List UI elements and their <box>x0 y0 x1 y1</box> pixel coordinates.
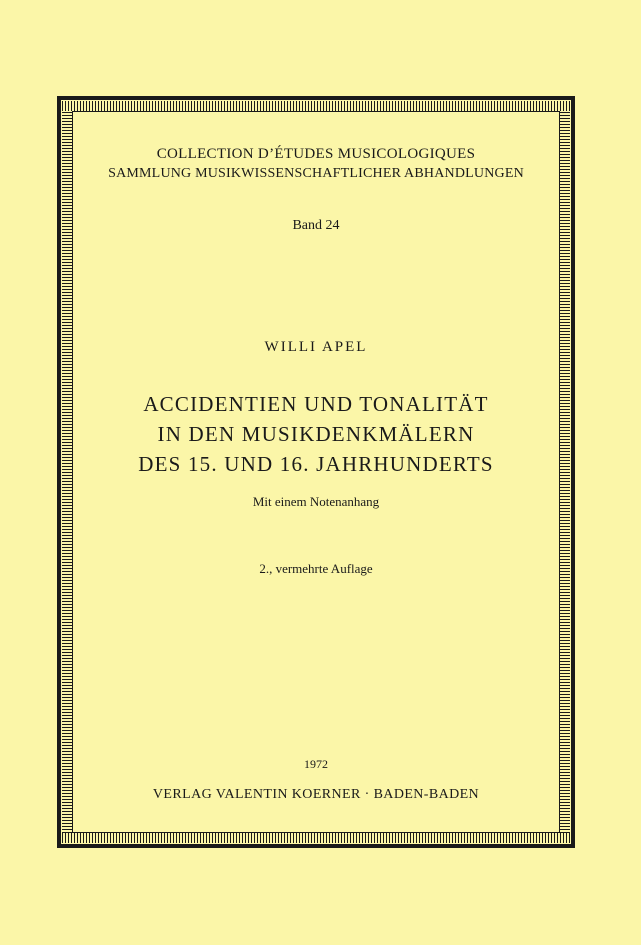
book-title-line-3: DES 15. UND 16. JAHRHUNDERTS <box>138 452 494 476</box>
subtitle: Mit einem Notenanhang <box>252 494 380 509</box>
cover-border-hatch-right <box>560 111 570 833</box>
author-name: WILLI APEL <box>264 339 368 355</box>
volume-number: Band 24 <box>292 218 340 233</box>
cover-border-hatch-left <box>62 111 72 833</box>
series-title-french: COLLECTION D’ÉTUDES MUSICOLOGIQUES <box>156 146 476 162</box>
publication-year: 1972 <box>304 757 328 771</box>
series-title-german: SAMMLUNG MUSIKWISSENSCHAFTLICHER ABHANDLUNGEN <box>108 166 524 181</box>
edition-note: 2., vermehrte Auflage <box>259 561 373 576</box>
cover-border-hatch-bottom <box>62 833 570 843</box>
book-title-line-1: ACCIDENTIEN UND TONALITÄT <box>143 392 489 416</box>
cover-border-hatch-top <box>62 101 570 111</box>
publisher-imprint: VERLAG VALENTIN KOERNER · BADEN-BADEN <box>152 787 480 802</box>
book-title-line-2: IN DEN MUSIKDENKMÄLERN <box>157 422 475 446</box>
